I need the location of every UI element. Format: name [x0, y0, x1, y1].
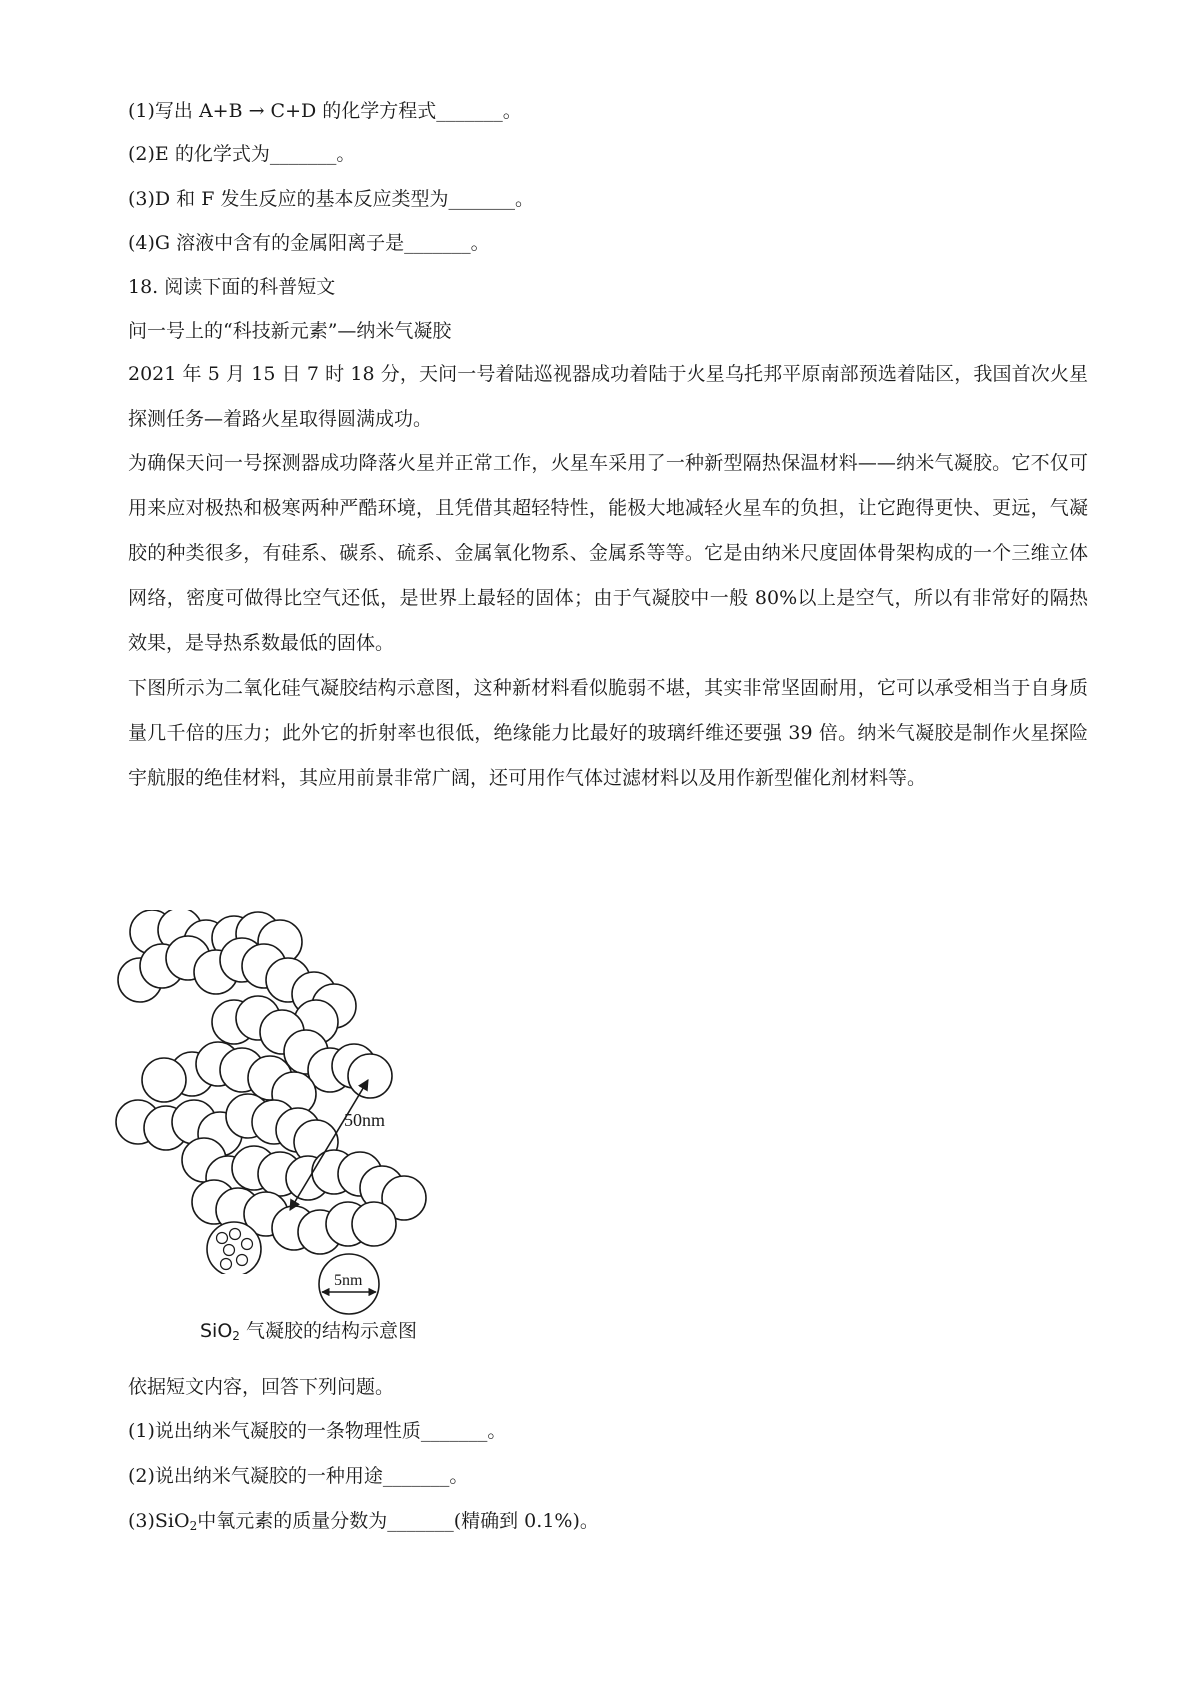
q18-sub3-suffix: 中氧元素的质量分数为_______(精确到 0.1%)。 [197, 1510, 599, 1532]
label-5nm: 5nm [334, 1272, 363, 1289]
silica-particle-network [116, 910, 426, 1254]
q17-sub4: (4)G 溶液中含有的金属阳离子是_______。 [128, 232, 490, 254]
figure-caption [200, 1318, 417, 1344]
caption-formula: SiO [200, 1320, 233, 1342]
article-paragraph-2: 为确保天问一号探测器成功降落火星并正常工作，火星车采用了一种新型隔热保温材料——纳米气凝胶。它不仅可用来应对极热和极寒两种严酷环境，且凭借其超轻特性，能极大地减轻火星车的负担，让它跑得更快、更远，气凝胶的种类很多，有硅系、碳系、硫系、金属氧化物系、金属系等等。它是由纳米尺度固体骨架构成的一个三维立体网络，密度可做得比空气还低，是世界上最轻的固体；由于气凝胶中一般 80%以上是空气，所以有非常好的隔热效果，是导热系数最低的固体。 [128, 452, 1088, 654]
caption-subscript: 2 [232, 1329, 240, 1343]
inset-detail-circle [207, 1222, 261, 1274]
silica-particle [352, 1202, 396, 1246]
label-50nm: 50nm [344, 1110, 386, 1130]
article-paragraph-3: 下图所示为二氧化硅气凝胶结构示意图，这种新材料看似脆弱不堪，其实非常坚固耐用，它可以承受相当于自身质量几千倍的压力；此外它的折射率也很低，绝缘能力比最好的玻璃纤维还要强 39 倍。纳米气凝胶是制作火星探险宇航服的绝佳材料，其应用前景非常广阔，还可用作气体过滤材料以及用作新型催化剂材料等。 [128, 677, 1088, 789]
caption-text: 气凝胶的结构示意图 [239, 1320, 417, 1342]
q17-sub2: (2)E 的化学式为_______。 [128, 143, 356, 165]
aerogel-diagram [108, 910, 468, 1274]
q17-sub1: (1)写出 A+B → C+D 的化学方程式_______。 [128, 100, 522, 122]
silica-particle [142, 1058, 186, 1102]
q18-prompt: 依据短文内容，回答下列问题。 [128, 1376, 395, 1398]
q18-sub1: (1)说出纳米气凝胶的一条物理性质_______。 [128, 1420, 507, 1442]
aerogel-structure-figure [108, 910, 468, 1274]
q18-sub3-prefix: (3)SiO [128, 1510, 190, 1532]
q18-sub3-subscript: 2 [189, 1519, 198, 1533]
q18-sub3 [128, 1508, 599, 1534]
article-paragraph-1: 2021 年 5 月 15 日 7 时 18 分，天问一号着陆巡视器成功着陆于火星乌托邦平原南部预选着陆区，我国首次火星探测任务—着路火星取得圆满成功。 [128, 363, 1088, 430]
silica-particle [348, 1054, 392, 1098]
scale-circle-5nm [314, 1248, 384, 1320]
article-title: 问一号上的“科技新元素”—纳米气凝胶 [128, 320, 452, 342]
q18-sub2: (2)说出纳米气凝胶的一种用途_______。 [128, 1465, 469, 1487]
q18-heading: 18. 阅读下面的科普短文 [128, 276, 336, 298]
q17-sub3: (3)D 和 F 发生反应的基本反应类型为_______。 [128, 188, 534, 210]
